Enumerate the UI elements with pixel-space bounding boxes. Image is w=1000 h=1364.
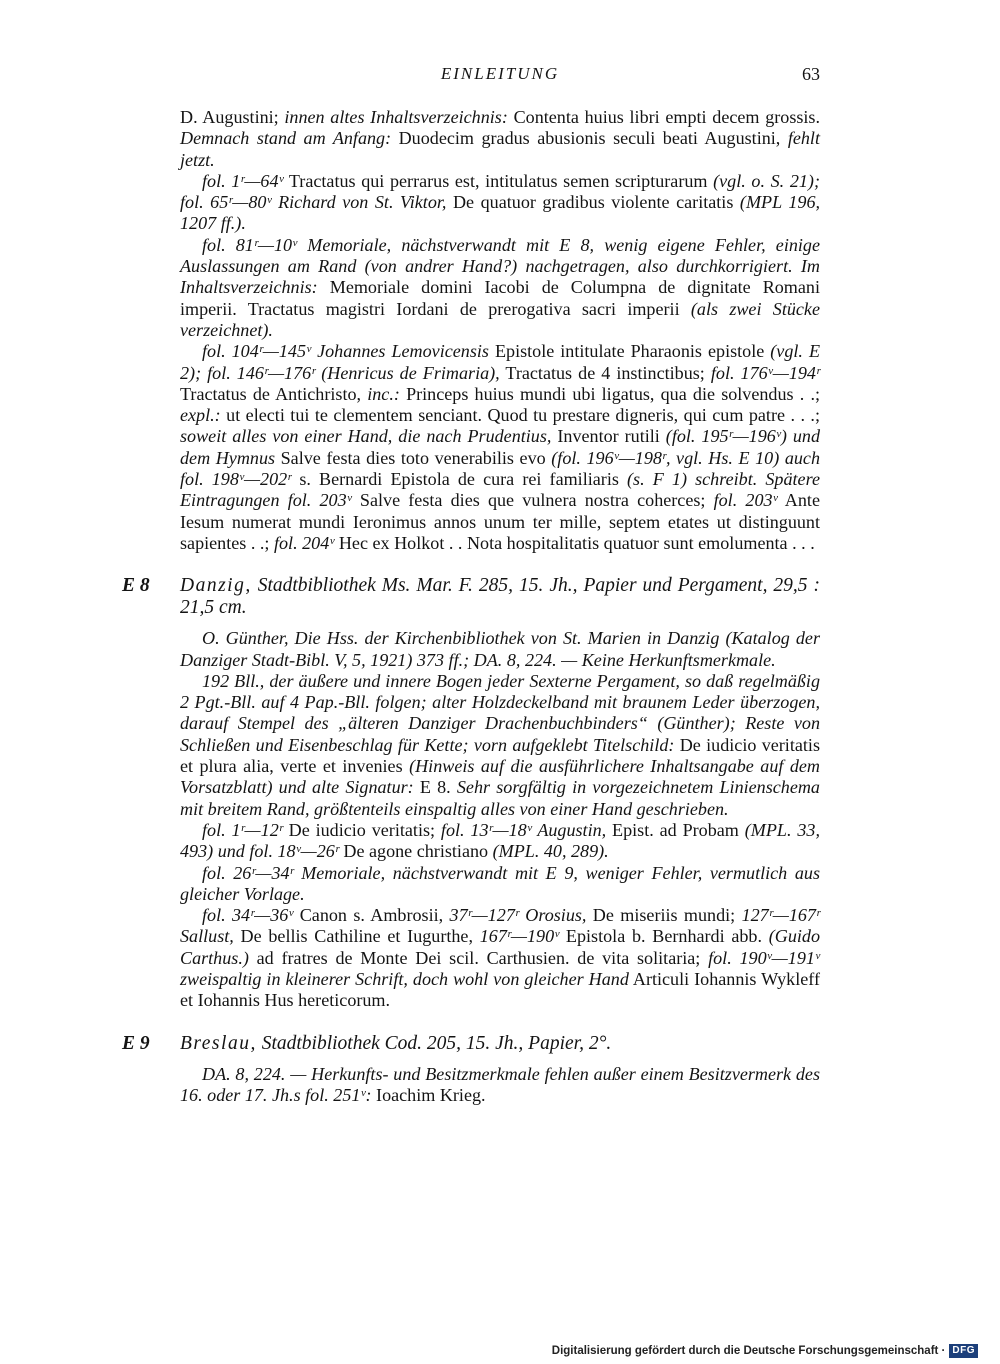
entry-body	[180, 628, 820, 1011]
roman-text: Inventor rutili	[551, 426, 666, 447]
dfg-logo: DFG	[949, 1344, 978, 1358]
paragraph	[180, 235, 820, 341]
roman-text: Memoriale domini Iacobi de Columpna de dignitate Romani imperii. Tractatus magistri Iordani de prerogativa sacri imperii	[180, 277, 820, 319]
roman-text: ut electi tui te clementem senciant. Quod tu prestare digneris, qui cum patre . . .;	[220, 405, 820, 426]
paragraph	[180, 107, 820, 171]
footer-text: Digitalisierung gefördert durch die Deutsche Forschungsgemeinschaft ·	[551, 1345, 946, 1357]
roman-text: Tractatus de 4 instinctibus;	[499, 362, 711, 383]
entry-description: Stadtbibliothek Cod. 205, 15. Jh., Papier, 2°.	[256, 1032, 612, 1054]
paragraph	[180, 671, 820, 820]
italic-text: fol. 204ᵛ	[273, 532, 335, 553]
italic-text: (Guido Carthus.)	[180, 926, 821, 968]
italic-text: fehlt jetzt.	[180, 128, 820, 170]
italic-text: fol. 190ᵛ—191ᵛ zweispaltig in kleinerer Schrift, doch wohl von gleicher Hand	[180, 947, 820, 989]
italic-text: (MPL. 33, 493) und fol. 18ᵛ—26ʳ	[180, 819, 820, 862]
italic-text: (s. F 1) schreibt. Spätere Eintragungen fol. 203ᵛ	[180, 469, 820, 511]
paragraph	[180, 628, 820, 671]
roman-text: Tractatus de Antichristo,	[180, 383, 368, 404]
roman-text: De quatuor gradibus violente caritatis	[446, 192, 740, 213]
italic-text: fol. 81ʳ—10ᵛ Memoriale, nächstverwandt mit E 8, wenig eigene Fehler, einige Auslassungen am Rand (von andrer Hand?) nachgetragen, also durchkorrigiert. Im Inhaltsverzeichnis:	[180, 234, 820, 298]
italic-text: inc.:	[367, 383, 400, 404]
italic-text: 192 Bll., der äußere und innere Bogen jeder Sexterne Pergament, so daß regelmäßig 2 Pgt.-Bll. auf 4 Pap.-Bll. folgen; alter Holzdeckelband mit braunem Leder überzogen, darauf Stempel des „älteren Danziger Drachenbuchbinders“ (Günther); Reste von Schließen und Eisenbeschlag für Kette; vorn aufgeklebt Titelschild:	[180, 670, 820, 755]
roman-text: De iudicio veritatis;	[282, 819, 441, 840]
roman-text: E 8.	[413, 777, 457, 798]
running-title: EINLEITUNG	[440, 64, 560, 83]
roman-text: Tractatus qui perrarus est, intitulatus semen scripturarum	[283, 170, 714, 191]
italic-text: innen altes Inhaltsverzeichnis:	[284, 107, 508, 127]
italic-text: (fol. 195ʳ—196ᵛ) und dem Hymnus	[180, 426, 820, 468]
roman-text: Contenta huius libri empti decem grossis.	[507, 107, 820, 127]
italic-text: fol. 104ʳ—145ᵛ Johannes Lemovicensis	[202, 341, 489, 362]
paragraph	[180, 1064, 820, 1107]
roman-text: Ioachim Krieg.	[371, 1084, 486, 1105]
page-number: 63	[802, 64, 820, 84]
paragraph	[180, 171, 820, 235]
manuscript-entry	[122, 575, 821, 1011]
entry-place: Danzig,	[180, 575, 252, 597]
italic-text: Demnach stand am Anfang:	[180, 128, 392, 149]
italic-text: fol. 13ʳ—18ᵛ Augustin,	[440, 819, 607, 840]
roman-text: Epistole intitulate Pharaonis epistole	[488, 341, 771, 362]
italic-text: (als zwei Stücke verzeichnet).	[180, 298, 820, 340]
italic-text: soweit alles von einer Hand, die nach Prudentius,	[180, 426, 552, 447]
roman-text: Ante Iesum numerat mundi Ieronimus annos unum ter mille, septem etates ut distinguunt sapientes . .;	[180, 490, 820, 553]
footer-credit	[552, 1344, 978, 1358]
roman-text: Articuli Iohannis Wykleff et Iohannis Hus hereticorum.	[180, 968, 820, 1011]
roman-text: D. Augustini;	[180, 107, 285, 127]
entry-title	[180, 1033, 820, 1055]
italic-text: (fol. 196ᵛ—198ʳ, vgl. Hs. E 10) auch fol. 198ᵛ—202ʳ	[180, 447, 820, 490]
page-header	[180, 64, 820, 92]
paragraph	[180, 863, 820, 906]
roman-text: Canon s. Ambrosii,	[293, 905, 450, 926]
italic-text: DA. 8, 224. — Herkunfts- und Besitzmerkmale fehlen außer einem Besitzvermerk des 16. oder 17. Jh.s fol. 251ᵛ:	[180, 1063, 820, 1105]
roman-text: Epist. ad Probam	[606, 819, 745, 840]
italic-text: fol. 176ᵛ—194ʳ	[710, 362, 820, 383]
entry-title	[180, 575, 820, 619]
italic-text: fol. 34ʳ—36ᵛ	[202, 905, 294, 926]
roman-text: De miseriis mundi;	[586, 905, 742, 926]
siglum: E 8	[122, 575, 150, 597]
entry-body	[180, 1064, 820, 1107]
italic-text: (Hinweis auf die ausführlichere Inhaltsangabe auf dem Vorsatzblatt) und alte Signatur:	[180, 756, 820, 798]
roman-text: ad fratres de Monte Dei scil. Carthusien. de vita solitaria;	[248, 947, 709, 968]
entry-place: Breslau,	[180, 1032, 257, 1054]
italic-text: fol. 1ʳ—64ᵛ	[202, 170, 284, 191]
italic-text: (vgl. o. S. 21); fol. 65ʳ—80ᵛ Richard von St. Viktor,	[180, 170, 820, 213]
paragraph	[180, 341, 820, 554]
paragraph	[180, 905, 820, 1011]
page-body	[122, 107, 821, 1106]
entry-description: Stadtbibliothek Ms. Mar. F. 285, 15. Jh., Papier und Pergament, 29,5 : 21,5 cm.	[180, 575, 820, 619]
italic-text: (MPL 196, 1207 ff.).	[180, 192, 821, 234]
italic-text: fol. 203ᵛ	[713, 490, 778, 511]
continued-entry	[180, 107, 820, 554]
paragraph	[180, 820, 820, 863]
roman-text: De bellis Cathiline et Iugurthe,	[233, 926, 480, 947]
roman-text: Duodecim gradus abusionis seculi beati Augustini,	[391, 128, 788, 149]
roman-text: Hec ex Holkot . . Nota hospitalitatis quatuor sunt emolumenta . . .	[334, 532, 815, 553]
italic-text: (vgl. E 2); fol. 146ʳ—176ʳ (Henricus de Frimaria),	[180, 341, 821, 383]
italic-text: 167ʳ—190ᵛ	[479, 926, 560, 947]
italic-text: expl.:	[180, 405, 221, 426]
roman-text: s. Bernardi Epistola de cura rei familiaris	[291, 469, 628, 490]
manuscript-entries	[122, 575, 821, 1106]
italic-text: (MPL. 40, 289).	[492, 841, 609, 862]
roman-text: Princeps huius mundi ubi ligatus, qua die solvendus . .;	[399, 383, 820, 404]
italic-text: fol. 1ʳ—12ʳ	[202, 819, 283, 840]
roman-text: Epistola b. Bernhardi abb.	[559, 926, 769, 947]
roman-text: De agone christiano	[338, 841, 493, 862]
roman-text: Salve festa dies toto venerabilis evo	[275, 447, 552, 468]
italic-text: O. Günther, Die Hss. der Kirchenbibliothek von St. Marien in Danzig (Katalog der Danziger Stadt-Bibl. V, 5, 1921) 373 ff.; DA. 8, 224. — Keine Herkunftsmerkmale.	[180, 628, 820, 670]
italic-text: 37ʳ—127ʳ Orosius,	[449, 905, 587, 926]
italic-text: 127ʳ—167ʳ Sallust,	[180, 905, 820, 947]
italic-text: fol. 26ʳ—34ʳ Memoriale, nächstverwandt mit E 9, weniger Fehler, vermutlich aus gleicher Vorlage.	[180, 862, 820, 904]
roman-text: Salve festa dies que vulnera nostra coherces;	[351, 490, 714, 511]
manuscript-entry	[122, 1032, 820, 1107]
roman-text: De iudicio veritatis et plura alia, verte et invenies	[180, 734, 820, 777]
siglum: E 9	[122, 1032, 150, 1054]
italic-text: Sehr sorgfältig in vorgezeichnetem Linienschema mit breitem Rand, größtenteils einspaltig alles von einer Hand geschrieben.	[180, 777, 820, 819]
